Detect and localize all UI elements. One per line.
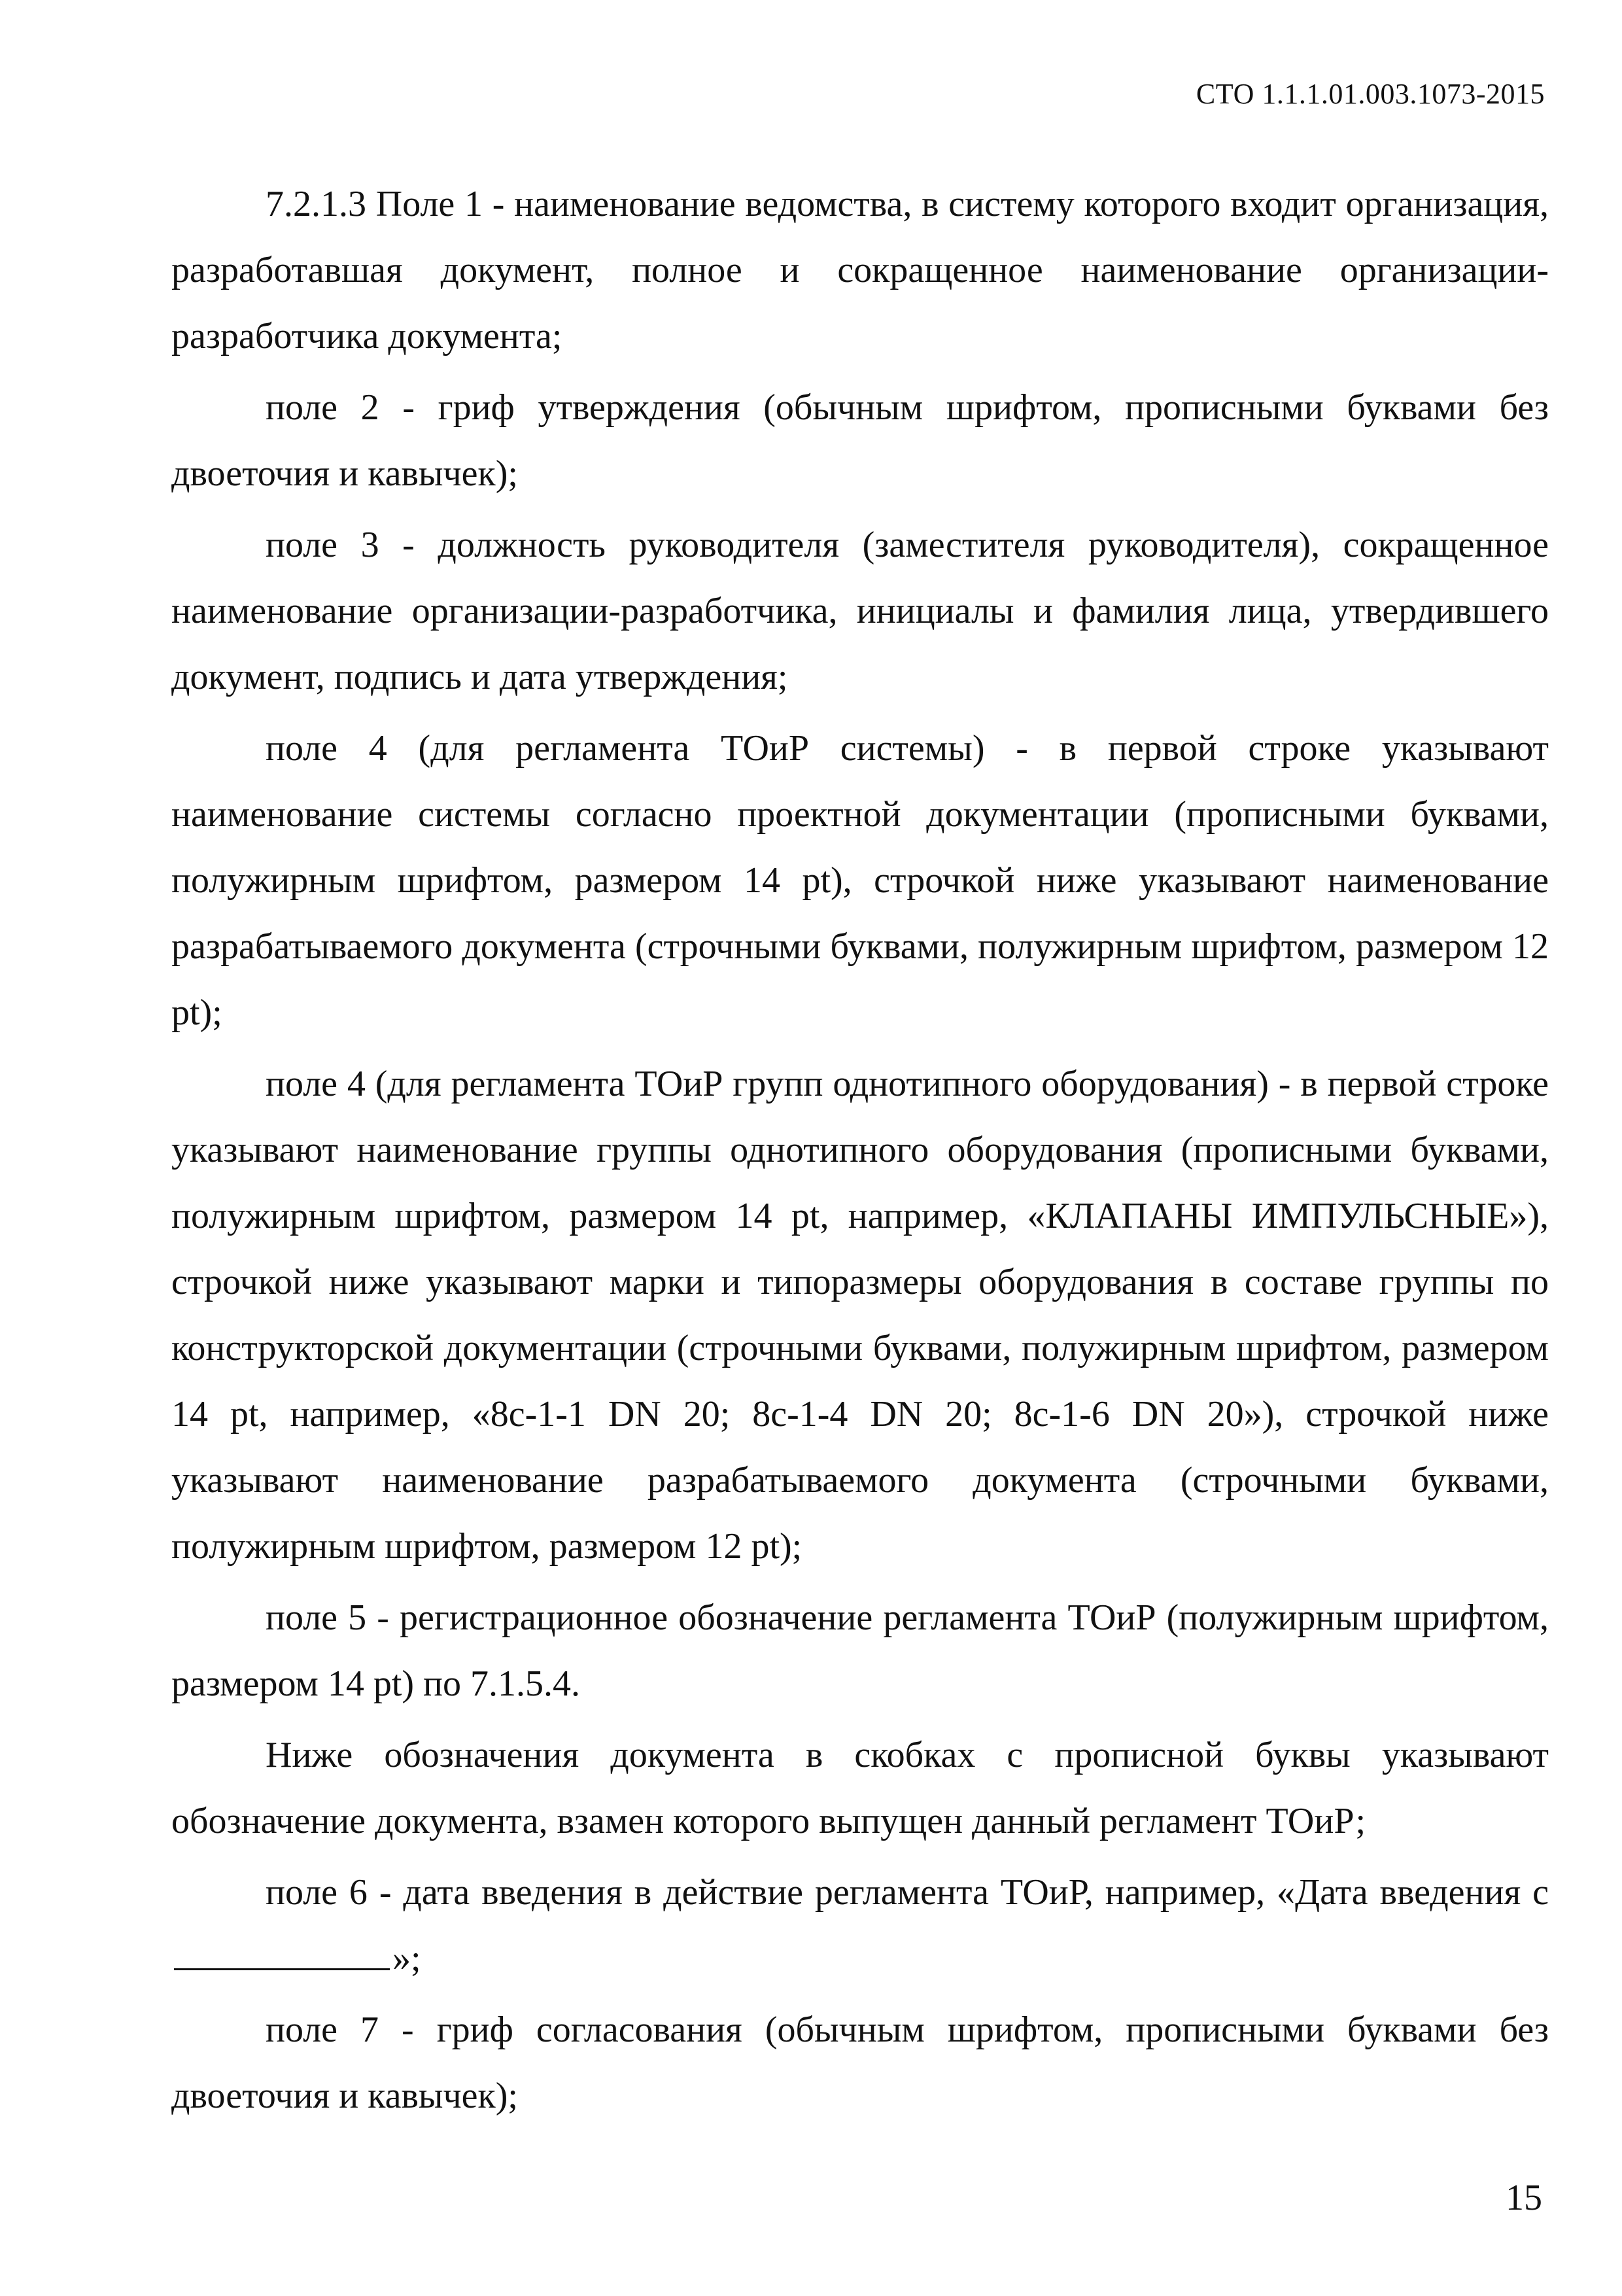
paragraph-replacement-note: Ниже обозначения документа в скобках с прописной буквы указывают обозначение документа, взамен которого выпущен данный регламент ТОиР; [171,1735,1549,1841]
paragraph-field-2: поле 2 - гриф утверждения (обычным шрифтом, прописными буквами без двоеточия и кавычек); [171,387,1549,494]
paragraph-field-7: поле 7 - гриф согласования (обычным шрифтом, прописными буквами без двоеточия и кавычек); [171,2009,1549,2116]
paragraph-field-6 [171,1860,1549,1992]
date-blank-line [174,1939,390,1970]
paragraph-field-4-equipment-group: поле 4 (для регламента ТОиР групп однотипного оборудования) - в первой строке указывают наименование группы однотипного оборудования (прописными буквами, полужирным шрифтом, размером 14 pt, например, «КЛАПАНЫ ИМПУЛЬСНЫЕ»), строчкой ниже указывают марки и типоразмеры оборудования в составе группы по конструкторской документации (строчными буквами, полужирным шрифтом, размером 14 pt, например, «8с-1-1 DN 20; 8с-1-4 DN 20; 8с-1-6 DN 20»), строчкой ниже указывают наименование разрабатываемого документа (строчными буквами, полужирным шрифтом, размером 12 pt); [171,1064,1549,1567]
page-number: 15 [1506,2178,1542,2218]
paragraph-field-3: поле 3 - должность руководителя (заместителя руководителя), сокращенное наименование организации-разработчика, инициалы и фамилия лица, утвердившего документ, подпись и дата утверждения; [171,525,1549,697]
document-code-header: СТО 1.1.1.01.003.1073-2015 [1196,78,1545,110]
paragraph-field-5: поле 5 - регистрационное обозначение регламента ТОиР (полужирным шрифтом, размером 14 pt) по 7.1.5.4. [171,1597,1549,1704]
field-6-text: поле 6 - дата введения в действие регламента ТОиР, например, «Дата введения с [266,1872,1549,1913]
paragraph-7-2-1-3: 7.2.1.3 Поле 1 - наименование ведомства, в систему которого входит организация, разработавшая документ, полное и сокращенное наименование организации-разработчика документа; [171,184,1549,357]
document-body [171,171,1549,2129]
field-6-closing: »; [392,1938,421,1979]
paragraph-field-4-system: поле 4 (для регламента ТОиР системы) - в первой строке указывают наименование системы согласно проектной документации (прописными буквами, полужирным шрифтом, размером 14 pt), строчкой ниже указывают наименование разрабатываемого документа (строчными буквами, полужирным шрифтом, размером 12 pt); [171,728,1549,1033]
